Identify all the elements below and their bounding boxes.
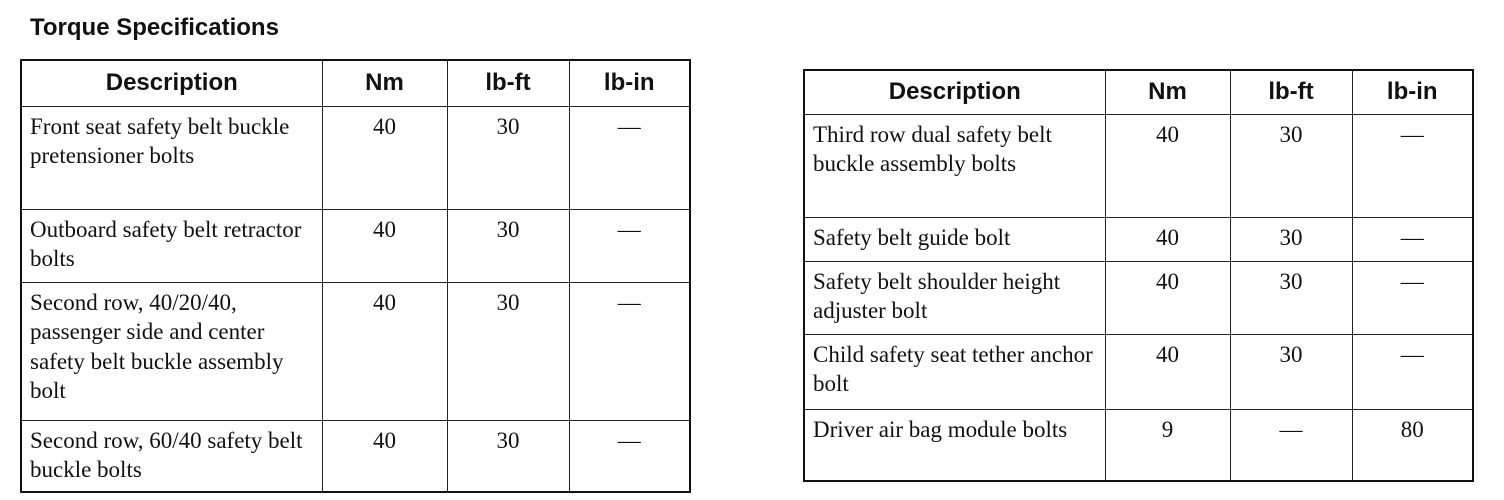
cell-lbin: —: [569, 282, 690, 420]
header-description: Description: [804, 70, 1105, 114]
cell-lbin: 80: [1352, 409, 1473, 481]
cell-lbin: —: [569, 106, 690, 209]
cell-description: Safety belt guide bolt: [804, 217, 1105, 261]
cell-lbin: —: [1352, 217, 1473, 261]
cell-lbft: 30: [447, 282, 569, 420]
torque-table-left: [20, 59, 691, 493]
cell-nm: 40: [1105, 217, 1230, 261]
table-row: [804, 334, 1473, 409]
table-row: [21, 209, 690, 282]
cell-lbft: 30: [1230, 261, 1352, 334]
cell-description: Third row dual safety belt buckle assembly bolts: [804, 114, 1105, 217]
cell-lbin: —: [1352, 114, 1473, 217]
table-row: [804, 261, 1473, 334]
cell-lbft: 30: [1230, 334, 1352, 409]
cell-lbft: 30: [447, 106, 569, 209]
header-lbft: lb-ft: [1230, 70, 1352, 114]
cell-description: Outboard safety belt retractor bolts: [21, 209, 322, 282]
table-row: [21, 282, 690, 420]
table-row: [804, 114, 1473, 217]
cell-nm: 40: [1105, 261, 1230, 334]
cell-nm: 9: [1105, 409, 1230, 481]
cell-description: Second row, 40/20/40, passenger side and center safety belt buckle assembly bolt: [21, 282, 322, 420]
cell-description: Second row, 60/40 safety belt buckle bolts: [21, 420, 322, 492]
cell-lbft: 30: [447, 420, 569, 492]
table-row: [804, 409, 1473, 481]
cell-lbin: —: [1352, 334, 1473, 409]
page-title: Torque Specifications: [30, 14, 279, 41]
cell-lbin: —: [569, 209, 690, 282]
cell-description: Front seat safety belt buckle pretensioner bolts: [21, 106, 322, 209]
table-header-row: [804, 70, 1473, 114]
table-row: [21, 106, 690, 209]
cell-nm: 40: [322, 106, 447, 209]
cell-nm: 40: [322, 282, 447, 420]
cell-description: Driver air bag module bolts: [804, 409, 1105, 481]
table-row: [21, 420, 690, 492]
header-lbin: lb-in: [1352, 70, 1473, 114]
header-lbin: lb-in: [569, 60, 690, 106]
header-lbft: lb-ft: [447, 60, 569, 106]
cell-description: Safety belt shoulder height adjuster bolt: [804, 261, 1105, 334]
header-description: Description: [21, 60, 322, 106]
torque-table-right: [803, 69, 1474, 482]
cell-lbft: 30: [1230, 217, 1352, 261]
cell-lbin: —: [1352, 261, 1473, 334]
header-nm: Nm: [322, 60, 447, 106]
cell-lbin: —: [569, 420, 690, 492]
table-row: [804, 217, 1473, 261]
cell-nm: 40: [322, 420, 447, 492]
cell-nm: 40: [1105, 334, 1230, 409]
cell-nm: 40: [322, 209, 447, 282]
cell-lbft: 30: [1230, 114, 1352, 217]
cell-nm: 40: [1105, 114, 1230, 217]
cell-description: Child safety seat tether anchor bolt: [804, 334, 1105, 409]
cell-lbft: 30: [447, 209, 569, 282]
table-header-row: [21, 60, 690, 106]
header-nm: Nm: [1105, 70, 1230, 114]
cell-lbft: —: [1230, 409, 1352, 481]
